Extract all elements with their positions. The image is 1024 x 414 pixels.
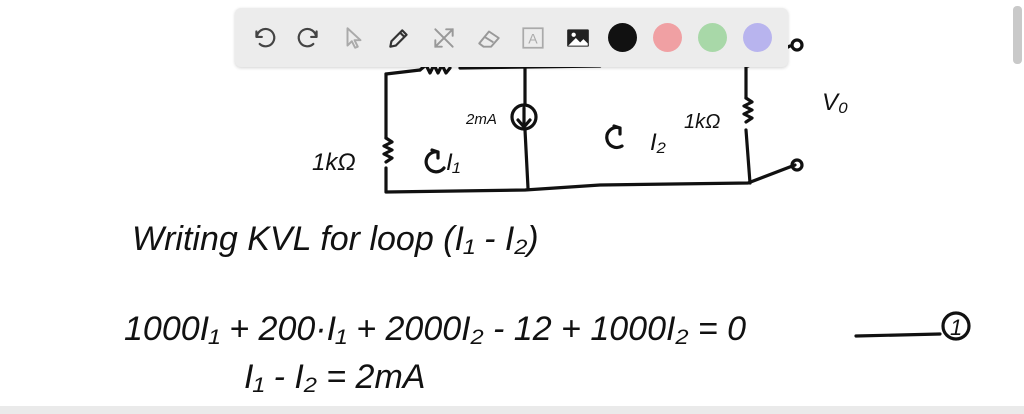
undo-icon xyxy=(251,25,277,51)
resistor-right xyxy=(744,98,752,122)
color-purple-swatch[interactable] xyxy=(743,23,772,52)
terminal-top xyxy=(792,40,802,50)
pen-icon xyxy=(386,25,412,51)
equation-2-text: I₁ - I₂ = 2mA xyxy=(244,358,426,396)
select-icon xyxy=(341,25,367,51)
color-pink-swatch[interactable] xyxy=(653,23,682,52)
loop2-arrow xyxy=(607,126,622,147)
loop1-label: I₁ xyxy=(446,149,461,176)
kvl-heading-text: Writing KVL for loop (I₁ - I₂) xyxy=(132,220,539,258)
source-label: 2mA xyxy=(466,111,497,128)
text-tool-label: A xyxy=(528,29,539,46)
resistor-right-label: 1kΩ xyxy=(684,111,721,133)
resistor-left xyxy=(384,138,392,162)
horizontal-scrollbar[interactable] xyxy=(0,406,1024,414)
color-green-swatch[interactable] xyxy=(698,23,727,52)
undo-button[interactable] xyxy=(249,23,279,53)
tools-icon xyxy=(431,25,457,51)
loop2-label: I₂ xyxy=(650,129,666,156)
drawing-toolbar xyxy=(235,8,788,67)
eraser-button[interactable] xyxy=(474,23,504,53)
color-black-swatch[interactable] xyxy=(608,23,637,52)
current-source-arrow xyxy=(518,108,530,127)
terminal-bottom xyxy=(792,160,802,170)
select-button[interactable] xyxy=(339,23,369,53)
eraser-icon xyxy=(476,25,502,51)
circuit-wire-right xyxy=(746,66,750,183)
equation-marker-text: 1 xyxy=(950,315,963,340)
text-button[interactable] xyxy=(519,23,549,53)
output-voltage-label: V₀ xyxy=(822,89,849,116)
tools-button[interactable] xyxy=(429,23,459,53)
resistor-left-label: 1kΩ xyxy=(312,149,356,176)
loop1-arrow xyxy=(426,150,444,172)
vertical-scrollbar-thumb[interactable] xyxy=(1013,6,1022,64)
pen-button[interactable] xyxy=(384,23,414,53)
image-icon xyxy=(565,25,591,51)
redo-button[interactable] xyxy=(294,23,324,53)
equation-underline xyxy=(856,334,940,336)
redo-icon xyxy=(296,25,322,51)
image-button[interactable] xyxy=(563,23,593,53)
text-icon xyxy=(520,25,546,51)
equation-1-text: 1000I₁ + 200·I₁ + 2000I₂ - 12 + 1000I₂ = 0 xyxy=(124,310,747,348)
